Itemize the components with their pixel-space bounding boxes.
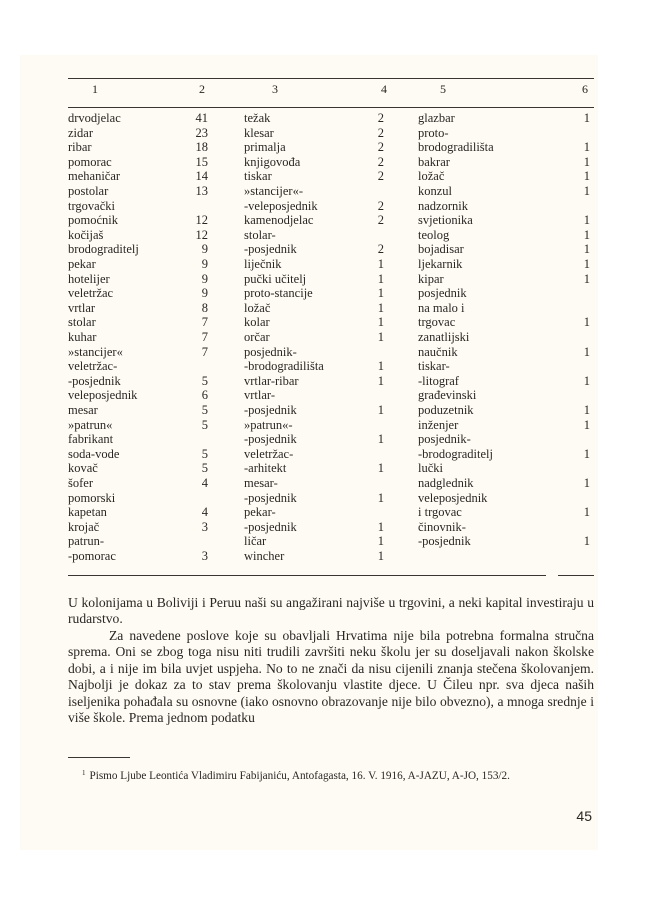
- occupation-c: veleposjednik: [418, 490, 488, 505]
- occupation-a: »patrun«: [68, 417, 113, 432]
- count-a: 12: [195, 227, 208, 242]
- occupation-b: »stancijer«-: [244, 184, 304, 198]
- table-row: [0, 140, 645, 155]
- count-c: 1: [583, 169, 590, 184]
- table-header-col2: 2: [199, 82, 205, 96]
- count-a: 15: [195, 154, 208, 169]
- count-a: 4: [201, 505, 208, 520]
- table-row: [0, 388, 645, 403]
- occupation-c: posjednik: [418, 286, 467, 301]
- table-row: [0, 126, 645, 141]
- count-a: 3: [201, 519, 208, 534]
- occupation-a: zidar: [68, 125, 93, 140]
- occupation-c: -brodograditelj: [418, 446, 493, 461]
- occupation-b: pučki učitelj: [244, 271, 307, 286]
- occupation-b: težak: [244, 111, 271, 125]
- table-row: [0, 199, 645, 214]
- occupation-a: postolar: [68, 184, 109, 198]
- count-a: 5: [201, 446, 208, 461]
- table-row: [0, 447, 645, 462]
- table-row: [0, 272, 645, 287]
- occupation-b: kolar: [244, 315, 270, 330]
- count-b: 2: [377, 242, 384, 257]
- count-a: 7: [201, 344, 208, 359]
- occupation-a: stolar: [68, 315, 96, 330]
- table-row: [0, 169, 645, 184]
- occupation-c: ložač: [418, 169, 445, 184]
- occupation-a: kočijaš: [68, 227, 104, 242]
- count-b: 1: [377, 549, 384, 563]
- count-b: 2: [377, 213, 384, 228]
- count-a: 23: [195, 125, 208, 140]
- count-a: 4: [201, 476, 208, 490]
- occupation-c: trgovac: [418, 315, 456, 330]
- occupation-b: posjednik-: [244, 344, 297, 359]
- table-row: [0, 330, 645, 345]
- count-b: 1: [377, 271, 384, 286]
- count-c: 1: [583, 476, 590, 490]
- count-b: 2: [377, 198, 384, 213]
- occupation-b: -arhitekt: [244, 461, 287, 476]
- table-row: [0, 432, 645, 447]
- occupation-b: ložač: [244, 300, 271, 315]
- occupation-b: veletržac-: [244, 446, 294, 461]
- occupation-c: bakrar: [418, 154, 450, 169]
- occupation-a: veleposjednik: [68, 388, 138, 403]
- occupation-c: proto-: [418, 125, 449, 140]
- occupation-c: inženjer: [418, 417, 459, 432]
- table-row: [0, 213, 645, 228]
- occupation-c: lučki: [418, 461, 443, 476]
- occupation-b: proto-stancije: [244, 286, 313, 301]
- occupation-c: -posjednik: [418, 534, 471, 549]
- occupation-a: -posjednik: [68, 373, 121, 388]
- footnote-text: Pismo Ljube Leontića Vladimiru Fabijaniću, Antofagasta, 16. V. 1916, A-JAZU, A-JO, 153/2.: [89, 770, 510, 782]
- table-row: [0, 505, 645, 520]
- count-c: 1: [583, 505, 590, 520]
- table-row: [0, 286, 645, 301]
- count-b: 1: [377, 257, 384, 271]
- occupation-b: -posjednik: [244, 490, 297, 505]
- occupation-b: wincher: [244, 549, 285, 563]
- table-row: [0, 301, 645, 316]
- table-row: [0, 315, 645, 330]
- occupation-a: drvodjelac: [68, 111, 121, 125]
- table-row: [0, 374, 645, 389]
- paragraph-2: Za navedene poslove koje su obavljali Hrvatima nije bila potrebna formalna stručna sprema. Oni se zbog toga nisu niti trudili završiti neku školu jer su doseljavali nakon školske dobi, a i nije im bila uvjet uspjeha. No to ne znači da nisu cijenili znanja stečena školovanjem. Najbolji je dokaz za to stav prema školovanju vlastite djece. U Čileu npr. sva djeca naših iseljenika pohađala su osnovne (iako osnovno obrazovanje nije bilo obvezno), a mnoga srednje i više škole. Prema jednom podatku: [68, 628, 594, 726]
- count-b: 1: [377, 315, 384, 330]
- count-c: 1: [583, 154, 590, 169]
- table-row: [0, 242, 645, 257]
- occupation-c: kipar: [418, 271, 444, 286]
- count-a: 9: [201, 257, 208, 271]
- occupation-c: glazbar: [418, 111, 455, 125]
- count-a: 7: [201, 330, 208, 344]
- occupation-b: knjigovođa: [244, 154, 301, 169]
- count-a: 9: [201, 286, 208, 301]
- occupation-c: teolog: [418, 227, 450, 242]
- occupation-b: -brodogradilišta: [244, 359, 324, 374]
- occupation-a: veletržac-: [68, 359, 118, 374]
- occupation-b: -veleposjednik: [244, 198, 318, 213]
- table-row: [0, 184, 645, 199]
- footnote-marker: 1: [82, 769, 86, 777]
- count-a: 9: [201, 271, 208, 286]
- occupation-a: vrtlar: [68, 300, 96, 315]
- occupation-c: nadglednik: [418, 476, 474, 490]
- count-b: 2: [377, 154, 384, 169]
- count-c: 1: [583, 344, 590, 359]
- count-b: 2: [377, 169, 384, 184]
- occupation-b: stolar-: [244, 227, 276, 242]
- occupation-a: hotelijer: [68, 271, 110, 286]
- occupation-c: tiskar-: [418, 359, 450, 374]
- occupation-c: naučnik: [418, 344, 458, 359]
- count-a: 13: [195, 184, 208, 198]
- occupation-b: ličar: [244, 534, 267, 549]
- count-a: 5: [201, 403, 208, 417]
- occupation-b: kamenodjelac: [244, 213, 314, 228]
- occupation-c: posjednik-: [418, 432, 471, 447]
- footnote-rule: [68, 757, 130, 758]
- footnote: [68, 766, 594, 784]
- occupation-c: i trgovac: [418, 505, 462, 520]
- count-b: 2: [377, 111, 384, 125]
- count-c: 1: [583, 242, 590, 257]
- table-bottom-rule: [68, 575, 546, 576]
- occupation-a: fabrikant: [68, 432, 114, 447]
- occupation-b: -posjednik: [244, 519, 297, 534]
- table-header-col3: 3: [272, 82, 278, 96]
- count-b: 1: [377, 359, 384, 374]
- occupation-a: brodograditelj: [68, 242, 139, 257]
- occupation-a: trgovački: [68, 198, 115, 213]
- occupation-a: pomorac: [68, 154, 112, 169]
- count-c: 1: [583, 446, 590, 461]
- count-a: 6: [201, 388, 208, 403]
- count-b: 2: [377, 140, 384, 155]
- occupation-c: brodogradilišta: [418, 140, 494, 155]
- occupation-b: pekar-: [244, 505, 276, 520]
- table-row: [0, 257, 645, 272]
- table-row: [0, 359, 645, 374]
- occupation-a: -pomorac: [68, 549, 116, 563]
- occupation-a: krojač: [68, 519, 100, 534]
- table-header-rule: [68, 107, 594, 108]
- table-row: [0, 111, 645, 126]
- count-a: 8: [201, 300, 208, 315]
- table-row: [0, 476, 645, 491]
- table-row: [0, 345, 645, 360]
- occupation-b: -posjednik: [244, 432, 297, 447]
- table-row: [0, 155, 645, 170]
- count-b: 1: [377, 403, 384, 417]
- table-header-col5: 5: [440, 82, 446, 96]
- table-row: [0, 403, 645, 418]
- occupation-b: vrtlar-: [244, 388, 275, 403]
- count-b: 1: [377, 519, 384, 534]
- occupation-c: svjetionika: [418, 213, 473, 228]
- occupation-a: »stancijer«: [68, 344, 123, 359]
- count-b: 1: [377, 330, 384, 344]
- occupation-c: poduzetnik: [418, 403, 474, 417]
- count-a: 5: [201, 461, 208, 476]
- count-c: 1: [583, 227, 590, 242]
- table-row: [0, 461, 645, 476]
- table-row: [0, 549, 645, 564]
- occupation-a: kapetan: [68, 505, 107, 520]
- occupation-a: šofer: [68, 476, 93, 490]
- count-c: 1: [583, 111, 590, 125]
- occupation-c: ljekarnik: [418, 257, 463, 271]
- occupation-a: mesar: [68, 403, 98, 417]
- table-row: [0, 491, 645, 506]
- count-c: 1: [583, 403, 590, 417]
- count-c: 1: [583, 315, 590, 330]
- count-b: 2: [377, 125, 384, 140]
- count-c: 1: [583, 140, 590, 155]
- table-header-col6: 6: [582, 82, 588, 96]
- count-c: 1: [583, 373, 590, 388]
- occupation-a: kuhar: [68, 330, 97, 344]
- table-row: [0, 228, 645, 243]
- occupation-c: -litograf: [418, 373, 459, 388]
- occupation-c: činovnik-: [418, 519, 466, 534]
- table-row: [0, 418, 645, 433]
- count-b: 1: [377, 373, 384, 388]
- count-c: 1: [583, 184, 590, 198]
- paragraph-1: U kolonijama u Boliviji i Peruu naši su angažirani najviše u trgovini, a neki kapital investiraju u rudarstvo.: [68, 595, 594, 627]
- table-header-col4: 4: [381, 82, 387, 96]
- page-number: 45: [576, 808, 592, 824]
- count-b: 1: [377, 461, 384, 476]
- count-a: 5: [201, 373, 208, 388]
- count-a: 14: [195, 169, 208, 184]
- occupation-a: veletržac: [68, 286, 114, 301]
- count-a: 18: [195, 140, 208, 155]
- occupation-c: zanatlijski: [418, 330, 470, 344]
- occupation-b: mesar-: [244, 476, 278, 490]
- occupation-b: -posjednik: [244, 403, 297, 417]
- count-c: 1: [583, 534, 590, 549]
- count-c: 1: [583, 271, 590, 286]
- occupation-b: liječnik: [244, 257, 282, 271]
- occupation-c: konzul: [418, 184, 453, 198]
- table-top-rule: [68, 78, 594, 79]
- table-header-col1: 1: [92, 82, 98, 96]
- occupation-a: soda-vode: [68, 446, 120, 461]
- occupation-b: tiskar: [244, 169, 272, 184]
- count-c: 1: [583, 417, 590, 432]
- occupation-a: pekar: [68, 257, 96, 271]
- count-a: 5: [201, 417, 208, 432]
- count-b: 1: [377, 300, 384, 315]
- count-b: 1: [377, 432, 384, 447]
- table-bottom-rule-short: [558, 575, 594, 576]
- occupation-a: patrun-: [68, 534, 105, 549]
- occupation-a: mehaničar: [68, 169, 121, 184]
- count-b: 1: [377, 490, 384, 505]
- occupation-c: nadzornik: [418, 198, 468, 213]
- count-a: 7: [201, 315, 208, 330]
- occupation-b: orčar: [244, 330, 270, 344]
- count-b: 1: [377, 286, 384, 301]
- occupation-a: pomorski: [68, 490, 116, 505]
- occupation-b: klesar: [244, 125, 274, 140]
- occupation-b: primalja: [244, 140, 286, 155]
- count-b: 1: [377, 534, 384, 549]
- occupation-b: vrtlar-ribar: [244, 373, 299, 388]
- count-a: 9: [201, 242, 208, 257]
- count-a: 12: [195, 213, 208, 228]
- occupation-b: »patrun«-: [244, 417, 293, 432]
- occupation-c: bojadisar: [418, 242, 464, 257]
- count-a: 41: [195, 111, 208, 125]
- occupation-c: građevinski: [418, 388, 477, 403]
- table-row: [0, 520, 645, 535]
- occupation-b: -posjednik: [244, 242, 297, 257]
- occupation-c: na malo i: [418, 300, 465, 315]
- count-c: 1: [583, 213, 590, 228]
- count-a: 3: [201, 549, 208, 563]
- occupation-a: pomoćnik: [68, 213, 118, 228]
- table-row: [0, 534, 645, 549]
- count-c: 1: [583, 257, 590, 271]
- occupation-a: kovač: [68, 461, 98, 476]
- occupation-a: ribar: [68, 140, 92, 155]
